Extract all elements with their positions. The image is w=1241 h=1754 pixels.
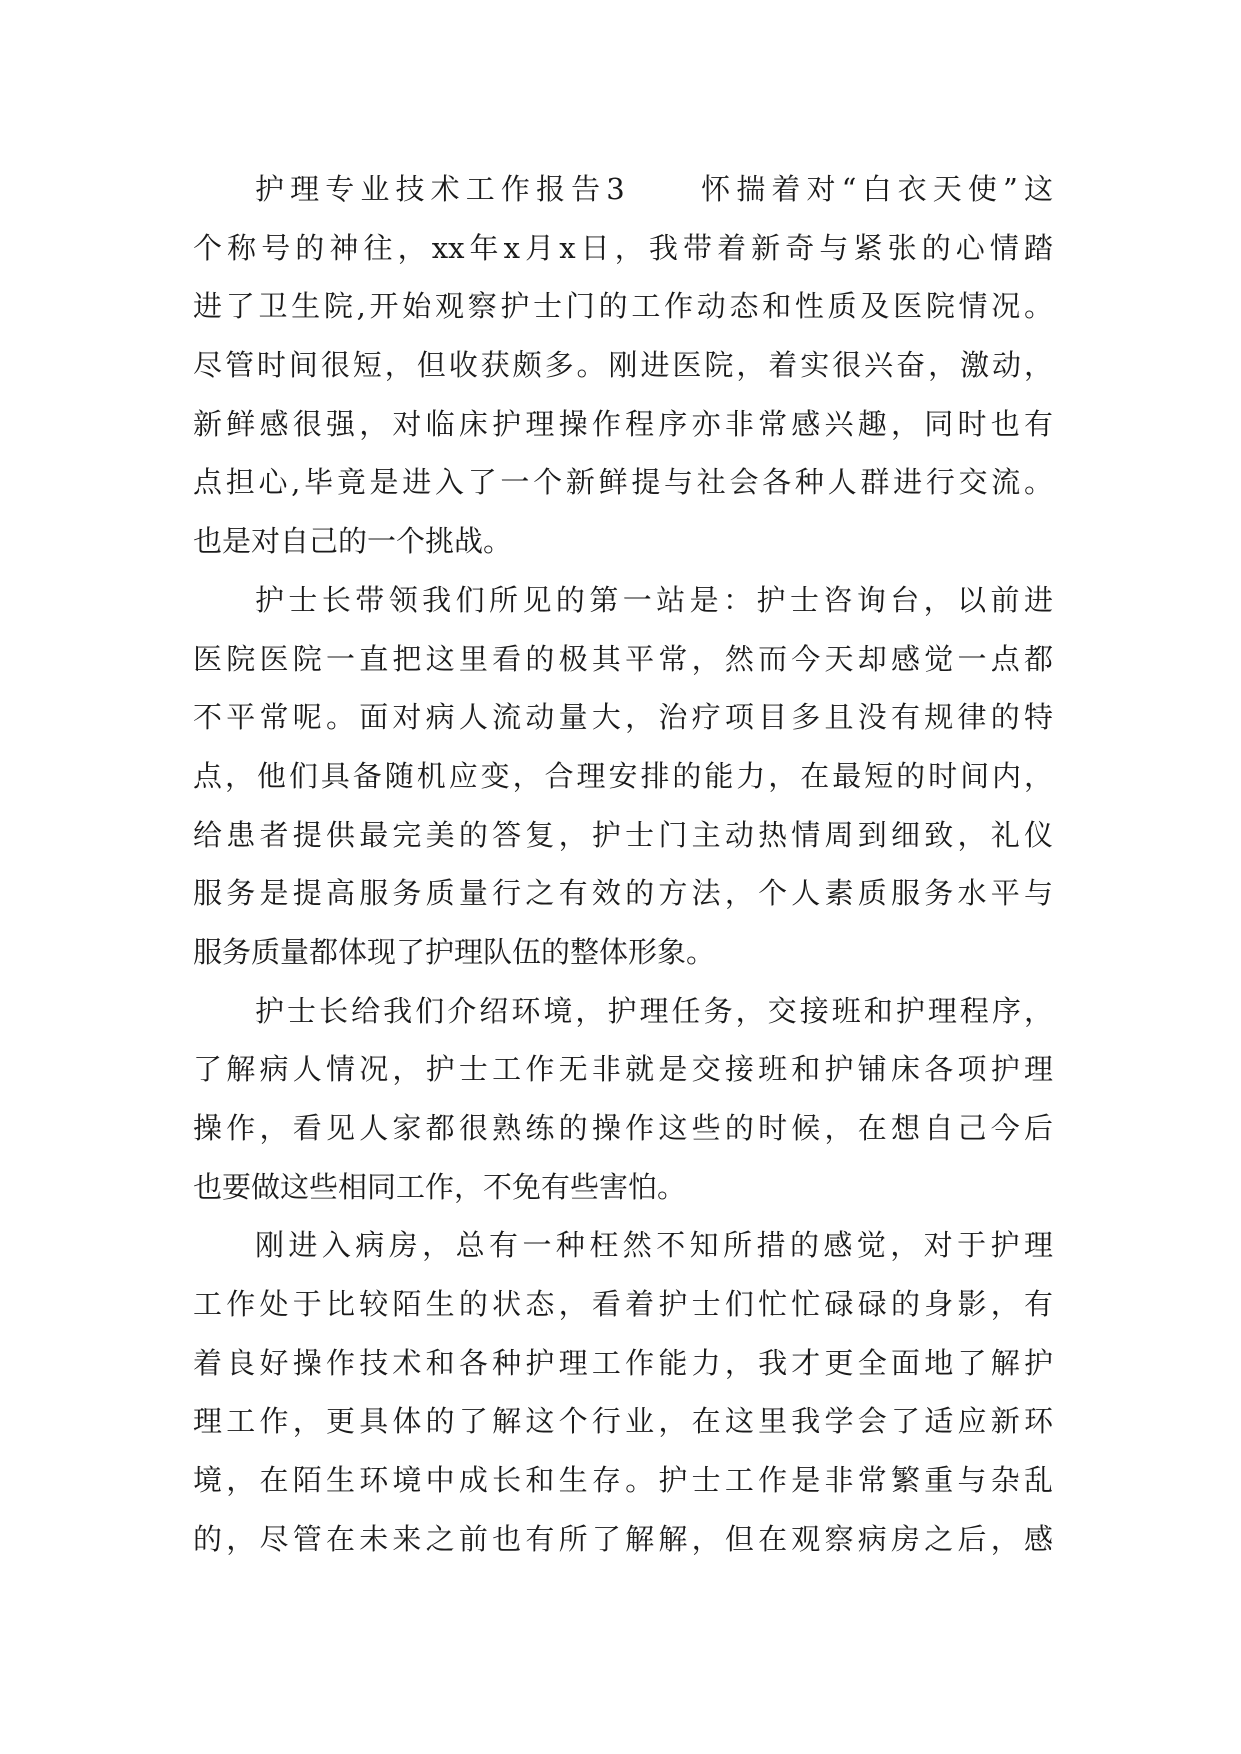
text-line: 护士长带领我们所见的第一站是：护士咨询台，以前进 [255, 582, 1053, 617]
text-line: 境，在陌生环境中成长和生存。护士工作是非常繁重与杂乱 [193, 1463, 1053, 1498]
document-body [193, 160, 1053, 1569]
text-line: 刚进入病房，总有一种枉然不知所措的感觉，对于护理 [255, 1228, 1053, 1263]
text-line: 护理专业技术工作报告3 怀揣着对“白衣天使”这 [255, 172, 1053, 206]
text-line: 的，尽管在未来之前也有所了解解，但在观察病房之后，感 [193, 1521, 1053, 1556]
text-line: 服务质量都体现了护理队伍的整体形象。 [193, 934, 716, 969]
text-line: 着良好操作技术和各种护理工作能力，我才更全面地了解护 [193, 1345, 1053, 1380]
text-line: 尽管时间很短，但收获颇多。刚进医院，着实很兴奋，激动， [193, 348, 1053, 383]
text-line: 也是对自己的一个挑战。 [193, 524, 513, 559]
text-line: 不平常呢。面对病人流动量大，治疗项目多且没有规律的特 [193, 700, 1053, 735]
text-line: 操作，看见人家都很熟练的操作这些的时候，在想自己今后 [193, 1111, 1053, 1145]
text-line: 理工作，更具体的了解这个行业，在这里我学会了适应新环 [193, 1404, 1053, 1439]
text-line: 工作处于比较陌生的状态，看着护士们忙忙碌碌的身影，有 [193, 1287, 1053, 1322]
text-line: 新鲜感很强，对临床护理操作程序亦非常感兴趣，同时也有 [193, 406, 1053, 441]
text-line: 护士长给我们介绍环境，护理任务，交接班和护理程序， [255, 993, 1053, 1028]
text-line: 服务是提高服务质量行之有效的方法，个人素质服务水平与 [193, 876, 1053, 911]
text-line: 点，他们具备随机应变，合理安排的能力，在最短的时间内， [193, 758, 1053, 793]
text-line: 给患者提供最完美的答复，护士门主动热情周到细致，礼仪 [193, 817, 1053, 852]
text-line: 点担心,毕竟是进入了一个新鲜提与社会各种人群进行交流。 [193, 465, 1053, 500]
text-line: 也要做这些相同工作，不免有些害怕。 [193, 1169, 687, 1204]
text-line: 医院医院一直把这里看的极其平常，然而今天却感觉一点都 [193, 641, 1053, 676]
text-line: 了解病人情况，护士工作无非就是交接班和护铺床各项护理 [193, 1052, 1053, 1087]
text-line: 个称号的神往，xx年x月x日，我带着新奇与紧张的心情踏 [193, 230, 1053, 265]
text-line: 进了卫生院,开始观察护士门的工作动态和性质及医院情况。 [193, 289, 1053, 324]
